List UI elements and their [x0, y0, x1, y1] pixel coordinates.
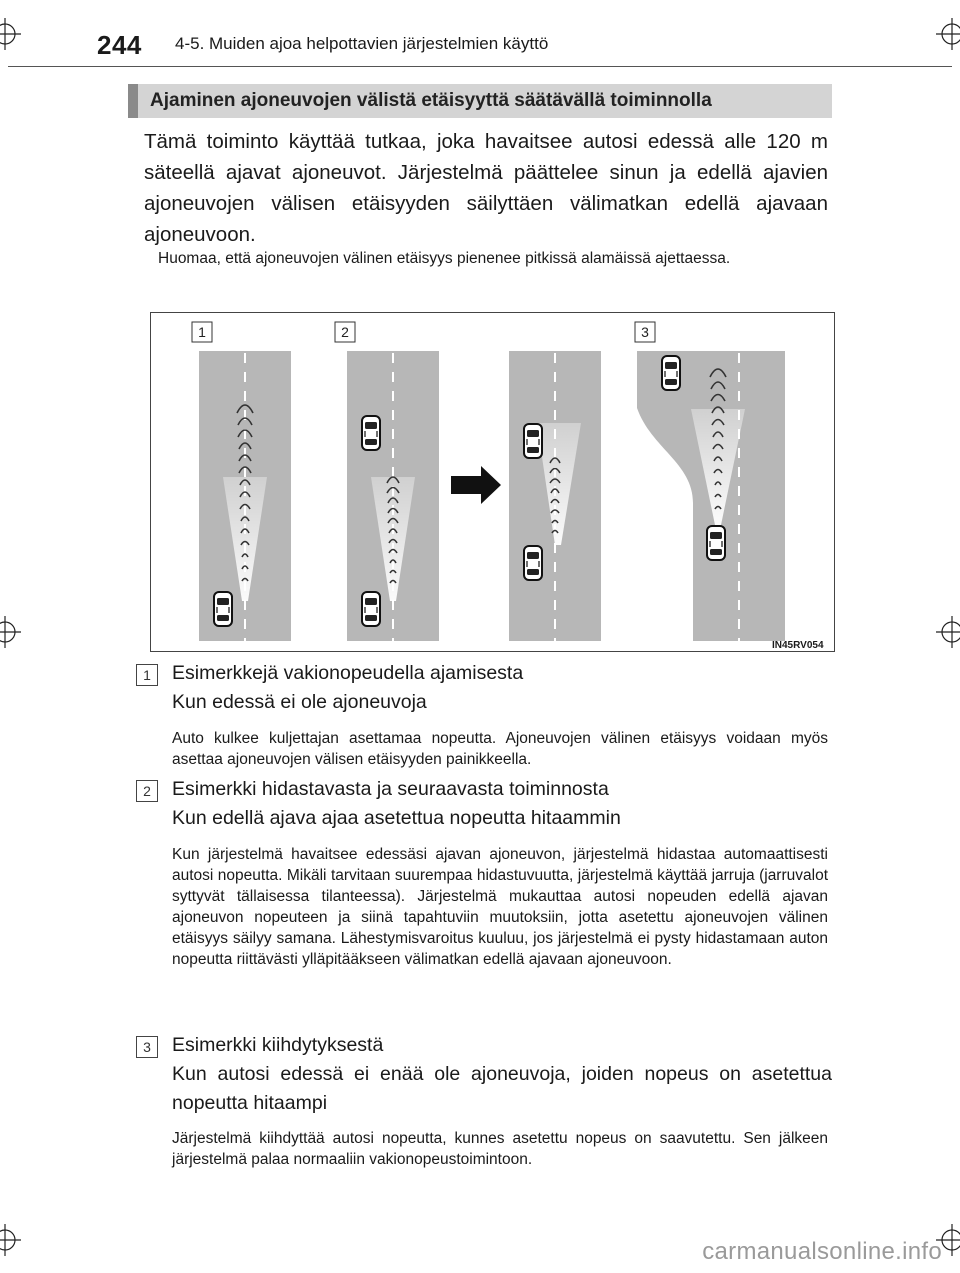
arrow-icon	[451, 466, 501, 504]
figure-label-1: 1	[198, 324, 206, 340]
note-paragraph: Huomaa, että ajoneuvojen välinen etäisyys pienenee pitkissä alamäissä ajettaessa.	[158, 250, 731, 267]
figure-code: IN45RV054	[772, 640, 824, 651]
item-1-heading-line-1: Esimerkkejä vakionopeudella ajamisesta	[172, 662, 524, 684]
radar-diagram	[151, 313, 836, 653]
item-3-body: Järjestelmä kiihdyttää autosi nopeutta, kunnes asetettu nopeus on saavutettu. Sen jälkeen järjestelmä palaa normaaliin vakionopeustoimintoon.	[172, 1130, 828, 1168]
own-car-4	[707, 526, 725, 560]
section-title: Ajaminen ajoneuvojen välistä etäisyyttä säätävällä toiminnolla	[150, 90, 712, 111]
item-number-3: 3	[136, 1036, 158, 1058]
item-number-1: 1	[136, 664, 158, 686]
own-car-3	[524, 546, 542, 580]
lead-car-2	[362, 416, 380, 450]
item-2-body: Kun järjestelmä havaitsee edessäsi ajavan ajoneuvon, järjestelmä hidastaa automaattisesti autosi nopeutta. Mikäli tarvitaan suurempaa hidastuvuutta, järjestelmä käyttää jarruja (jarruvalot syttyvät tällaisessa tilanteessa). Järjestelmä mukauttaa autosi nopeuden edellä ajavan ajoneuvon nopeuteen ja siinä tapahtuviin muutoksiin, jotta asetettu ajoneuvojen välinen etäisyys säilyy samana. Lähestymisvaroitus kuuluu, jos järjestelmä ei pysty hidastamaan auton nopeutta riittävästi ylläpitääkseen välimatkan edellä ajavaan ajoneuvoon.	[172, 846, 828, 968]
lead-car-3	[524, 424, 542, 458]
section-heading-bar	[128, 84, 832, 118]
radar-illustration	[150, 312, 835, 652]
page-number: 244	[97, 30, 142, 60]
merging-car-4	[662, 356, 680, 390]
item-2-heading-line-1: Esimerkki hidastavasta ja seuraavasta toiminnosta	[172, 778, 609, 800]
intro-paragraph: Tämä toiminto käyttää tutkaa, joka havaitsee autosi edessä alle 120 m säteellä ajavat ajoneuvot. Järjestelmä päättelee sinun ja edellä ajavien ajoneuvojen välisen etäisyyden säilyttäen välimatkan edellä ajavaan ajoneuvoon.	[144, 130, 828, 246]
figure-label-3: 3	[641, 324, 649, 340]
own-car-1	[214, 592, 232, 626]
item-2-heading	[172, 775, 832, 833]
own-car-2	[362, 592, 380, 626]
figure-label-2: 2	[341, 324, 349, 340]
header-divider	[8, 66, 952, 67]
item-1-heading-line-2: Kun edessä ei ole ajoneuvoja	[172, 691, 427, 713]
footer-watermark: carmanualsonline.info	[702, 1238, 942, 1265]
item-2-heading-line-2: Kun edellä ajava ajaa asetettua nopeutta hitaammin	[172, 807, 621, 829]
item-number-2: 2	[136, 780, 158, 802]
item-3-heading-line-2: Kun autosi edessä ei enää ole ajoneuvoja, joiden nopeus on asetettua nopeutta hitaampi	[172, 1063, 832, 1114]
item-3-heading-line-1: Esimerkki kiihdytyksestä	[172, 1034, 384, 1056]
item-1-heading	[172, 659, 832, 717]
chapter-title: 4-5. Muiden ajoa helpottavien järjestelmien käyttö	[175, 34, 549, 53]
section-marker	[128, 84, 138, 118]
item-1-body: Auto kulkee kuljettajan asettamaa nopeutta. Ajoneuvojen välinen etäisyys voidaan myös asettaa ajoneuvojen välisen etäisyyden painikkeella.	[172, 730, 828, 768]
item-3-heading	[172, 1031, 832, 1118]
